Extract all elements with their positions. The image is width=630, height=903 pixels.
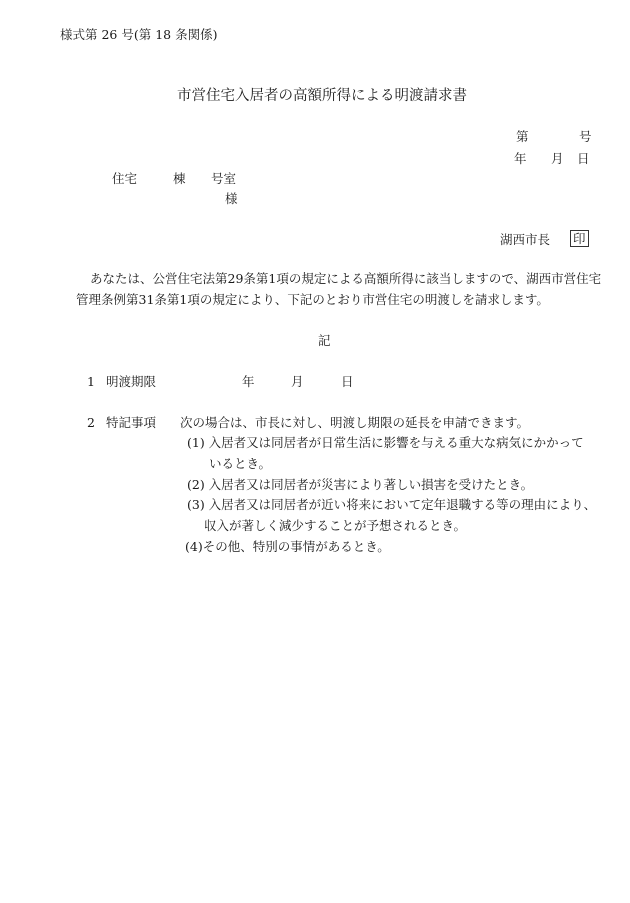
ki-heading: 記	[318, 333, 331, 348]
recipient-room: 号室	[211, 171, 237, 186]
document-title: 市営住宅入居者の高額所得による明渡請求書	[177, 88, 467, 104]
item2-intro: 次の場合は、市長に対し、明渡し期限の延長を申請できます。	[180, 415, 530, 430]
recipient-building: 棟	[173, 171, 186, 186]
item1-day: 日	[341, 374, 354, 389]
doc-number-suffix: 号	[579, 129, 592, 144]
body-line-1: あなたは、公営住宅法第29条第1項の規定による高額所得に該当しますので、湖西市営住宅	[90, 271, 602, 286]
subitem-1-line-1: (1) 入居者又は同居者が日常生活に影響を与える重大な病気にかかって	[187, 435, 584, 450]
date-year: 年	[514, 151, 527, 166]
date-month: 月	[551, 151, 564, 166]
item1-month: 月	[291, 374, 304, 389]
form-number: 様式第 26 号(第 18 条関係)	[60, 27, 218, 42]
subitem-4-line-1: (4)その他、特別の事情があるとき。	[185, 539, 390, 554]
subitem-3-line-1: (3) 入居者又は同居者が近い将来において定年退職する等の理由により、	[187, 497, 597, 512]
date-day: 日	[577, 151, 590, 166]
subitem-3-line-2: 収入が著しく減少することが予想されるとき。	[204, 518, 467, 533]
item2-label: 特記事項	[106, 415, 157, 430]
subitem-1-line-2: いるとき。	[209, 456, 272, 471]
recipient-house: 住宅	[112, 171, 138, 186]
issuer-seal	[570, 230, 589, 247]
seal-mark: 印	[570, 230, 589, 247]
subitem-2-line-1: (2) 入居者又は同居者が災害により著しい損害を受けたとき。	[187, 477, 534, 492]
item1-number: 1	[87, 374, 95, 389]
issuer-name: 湖西市長	[500, 232, 551, 247]
doc-number-prefix: 第	[516, 129, 529, 144]
recipient-honorific: 様	[225, 191, 238, 206]
item2-number: 2	[87, 415, 95, 430]
item1-label: 明渡期限	[106, 374, 157, 389]
item1-year: 年	[242, 374, 255, 389]
body-line-2: 管理条例第31条第1項の規定により、下記のとおり市営住宅の明渡しを請求します。	[76, 292, 549, 307]
